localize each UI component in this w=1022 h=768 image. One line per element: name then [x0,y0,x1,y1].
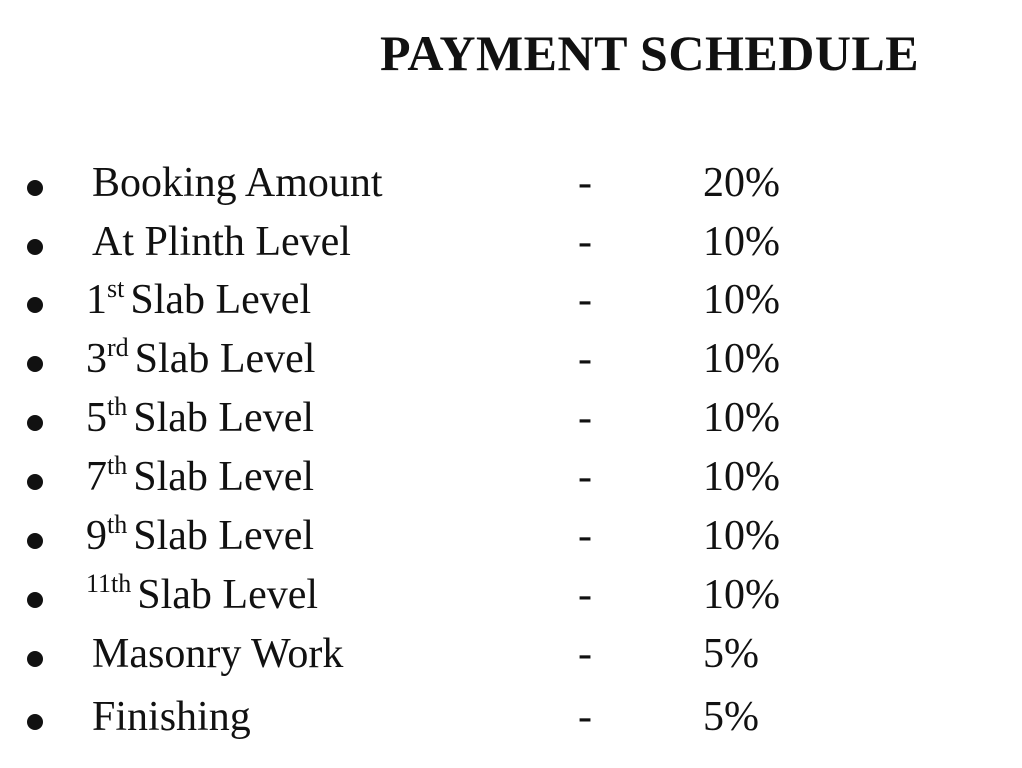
item-percent: 10% [703,513,780,559]
item-dash: - [578,513,592,559]
list-item [0,568,1022,626]
item-label: 1st Slab Level [86,274,312,323]
item-percent: 10% [703,219,780,265]
item-dash: - [578,219,592,265]
list-item [0,627,1022,685]
item-dash: - [578,631,592,677]
item-label: 9th Slab Level [86,510,315,559]
item-label: Booking Amount [92,160,383,206]
bullet-icon [27,651,43,667]
list-item [0,332,1022,390]
list-item [0,450,1022,508]
item-label: 3rd Slab Level [86,333,316,382]
list-item [0,509,1022,567]
item-percent: 10% [703,336,780,382]
bullet-icon [27,239,43,255]
item-dash: - [578,572,592,618]
bullet-icon [27,415,43,431]
item-label: 7th Slab Level [86,451,315,500]
item-percent: 10% [703,572,780,618]
list-item [0,391,1022,449]
bullet-icon [27,297,43,313]
item-label: At Plinth Level [92,219,351,265]
item-percent: 10% [703,395,780,441]
page-title: PAYMENT SCHEDULE [380,25,920,81]
item-dash: - [578,160,592,206]
item-label: Masonry Work [92,631,344,677]
item-percent: 10% [703,277,780,323]
bullet-icon [27,180,43,196]
item-dash: - [578,336,592,382]
bullet-icon [27,356,43,372]
item-dash: - [578,277,592,323]
item-percent: 5% [703,694,759,740]
item-percent: 20% [703,160,780,206]
list-item [0,215,1022,273]
item-dash: - [578,694,592,740]
item-percent: 5% [703,631,759,677]
list-item [0,156,1022,214]
item-dash: - [578,395,592,441]
item-label: $^{11th}$ Slab Level [86,569,319,618]
list-item [0,273,1022,331]
bullet-icon [27,533,43,549]
item-label: Finishing [92,694,251,740]
bullet-icon [27,474,43,490]
item-dash: - [578,454,592,500]
item-percent: 10% [703,454,780,500]
bullet-icon [27,714,43,730]
item-label: 5th Slab Level [86,392,315,441]
list-item [0,690,1022,748]
bullet-icon [27,592,43,608]
